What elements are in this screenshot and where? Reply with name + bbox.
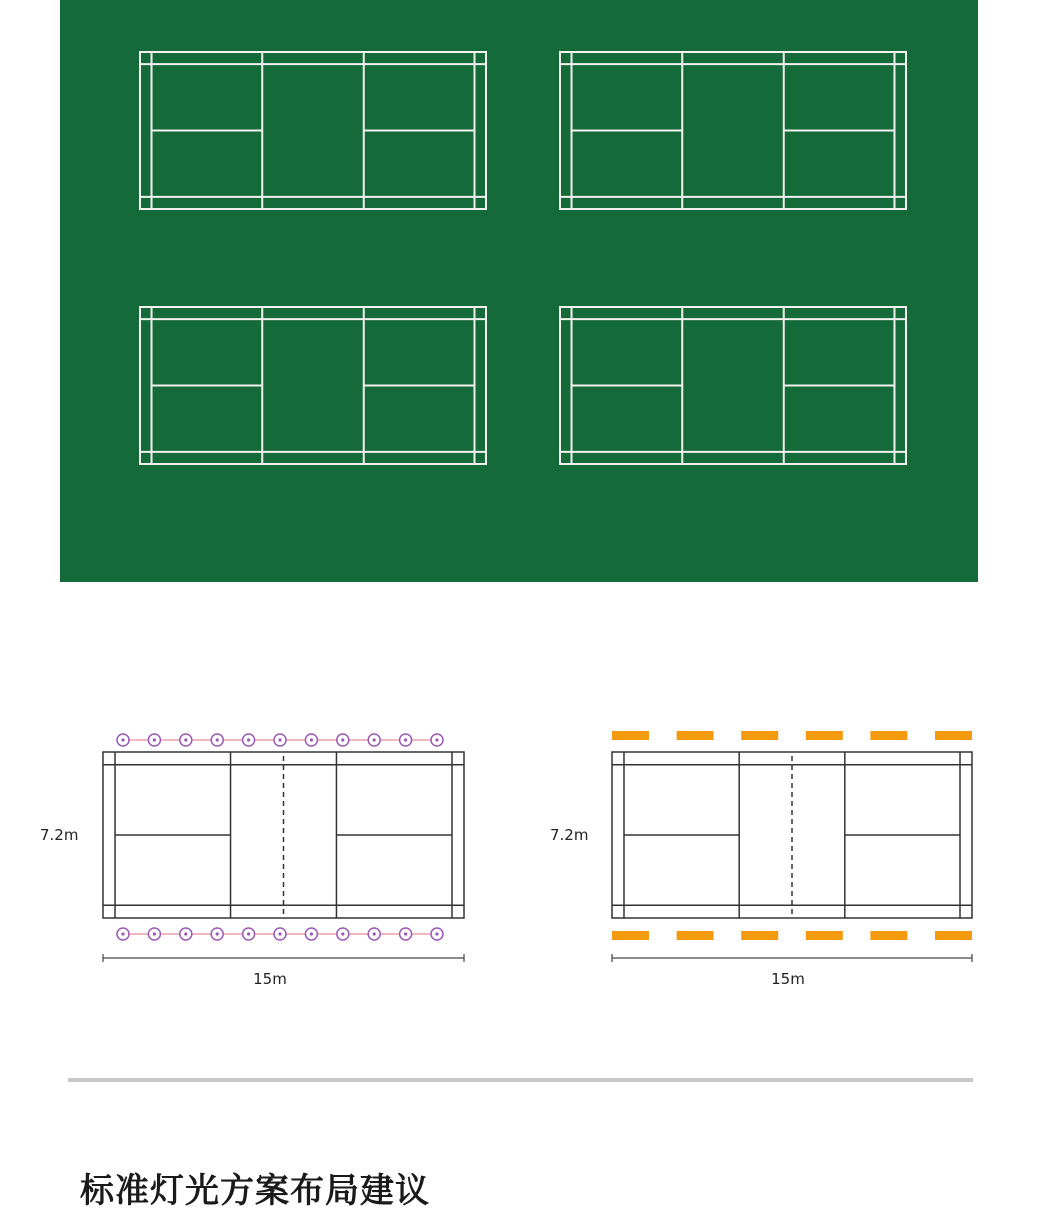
round-light-core xyxy=(216,932,219,935)
court-outline xyxy=(612,752,972,918)
round-light-core xyxy=(121,932,124,935)
round-light-core xyxy=(278,932,281,935)
round-light-core xyxy=(435,932,438,935)
strip-light-fixture xyxy=(806,731,843,740)
badminton-court-2 xyxy=(560,52,906,209)
section-divider xyxy=(68,1078,973,1082)
round-light-core xyxy=(216,738,219,741)
strip-light-fixture xyxy=(741,931,778,940)
strip-light-fixture xyxy=(677,731,714,740)
width-dimension-label: 7.2m xyxy=(550,826,589,844)
badminton-court-1 xyxy=(140,52,486,209)
strip-light-fixture xyxy=(935,931,972,940)
round-light-core xyxy=(278,738,281,741)
strip-light-fixture xyxy=(612,731,649,740)
round-light-core xyxy=(184,738,187,741)
round-light-core xyxy=(153,738,156,741)
round-light-core xyxy=(404,738,407,741)
lighting-diagram-led xyxy=(30,720,500,1000)
round-light-core xyxy=(341,738,344,741)
strip-light-fixture xyxy=(870,731,907,740)
strip-light-fixture xyxy=(677,931,714,940)
badminton-court xyxy=(612,752,972,918)
strip-light-fixture xyxy=(741,731,778,740)
strip-light-fixture xyxy=(612,931,649,940)
length-dimension-label: 15m xyxy=(771,970,805,988)
round-light-core xyxy=(373,738,376,741)
court-hall-floor xyxy=(60,0,978,582)
strip-light-fixture xyxy=(935,731,972,740)
round-light-core xyxy=(247,932,250,935)
length-dimension-label: 15m xyxy=(253,970,287,988)
badminton-court-4 xyxy=(560,307,906,464)
round-light-core xyxy=(184,932,187,935)
courts-layer xyxy=(60,0,978,582)
round-light-core xyxy=(373,932,376,935)
round-light-core xyxy=(247,738,250,741)
round-light-core xyxy=(404,932,407,935)
round-light-core xyxy=(121,738,124,741)
round-light-core xyxy=(435,738,438,741)
round-light-core xyxy=(310,932,313,935)
strip-light-fixture xyxy=(870,931,907,940)
strip-light-fixture xyxy=(806,931,843,940)
round-light-core xyxy=(153,932,156,935)
court-outline xyxy=(103,752,464,918)
width-dimension-label: 7.2m xyxy=(40,826,79,844)
round-light-core xyxy=(341,932,344,935)
lighting-diagram-strip xyxy=(540,720,1010,1000)
badminton-court xyxy=(103,752,464,918)
badminton-court-3 xyxy=(140,307,486,464)
round-light-core xyxy=(310,738,313,741)
section-title: 标准灯光方案布局建议 xyxy=(80,1171,430,1211)
